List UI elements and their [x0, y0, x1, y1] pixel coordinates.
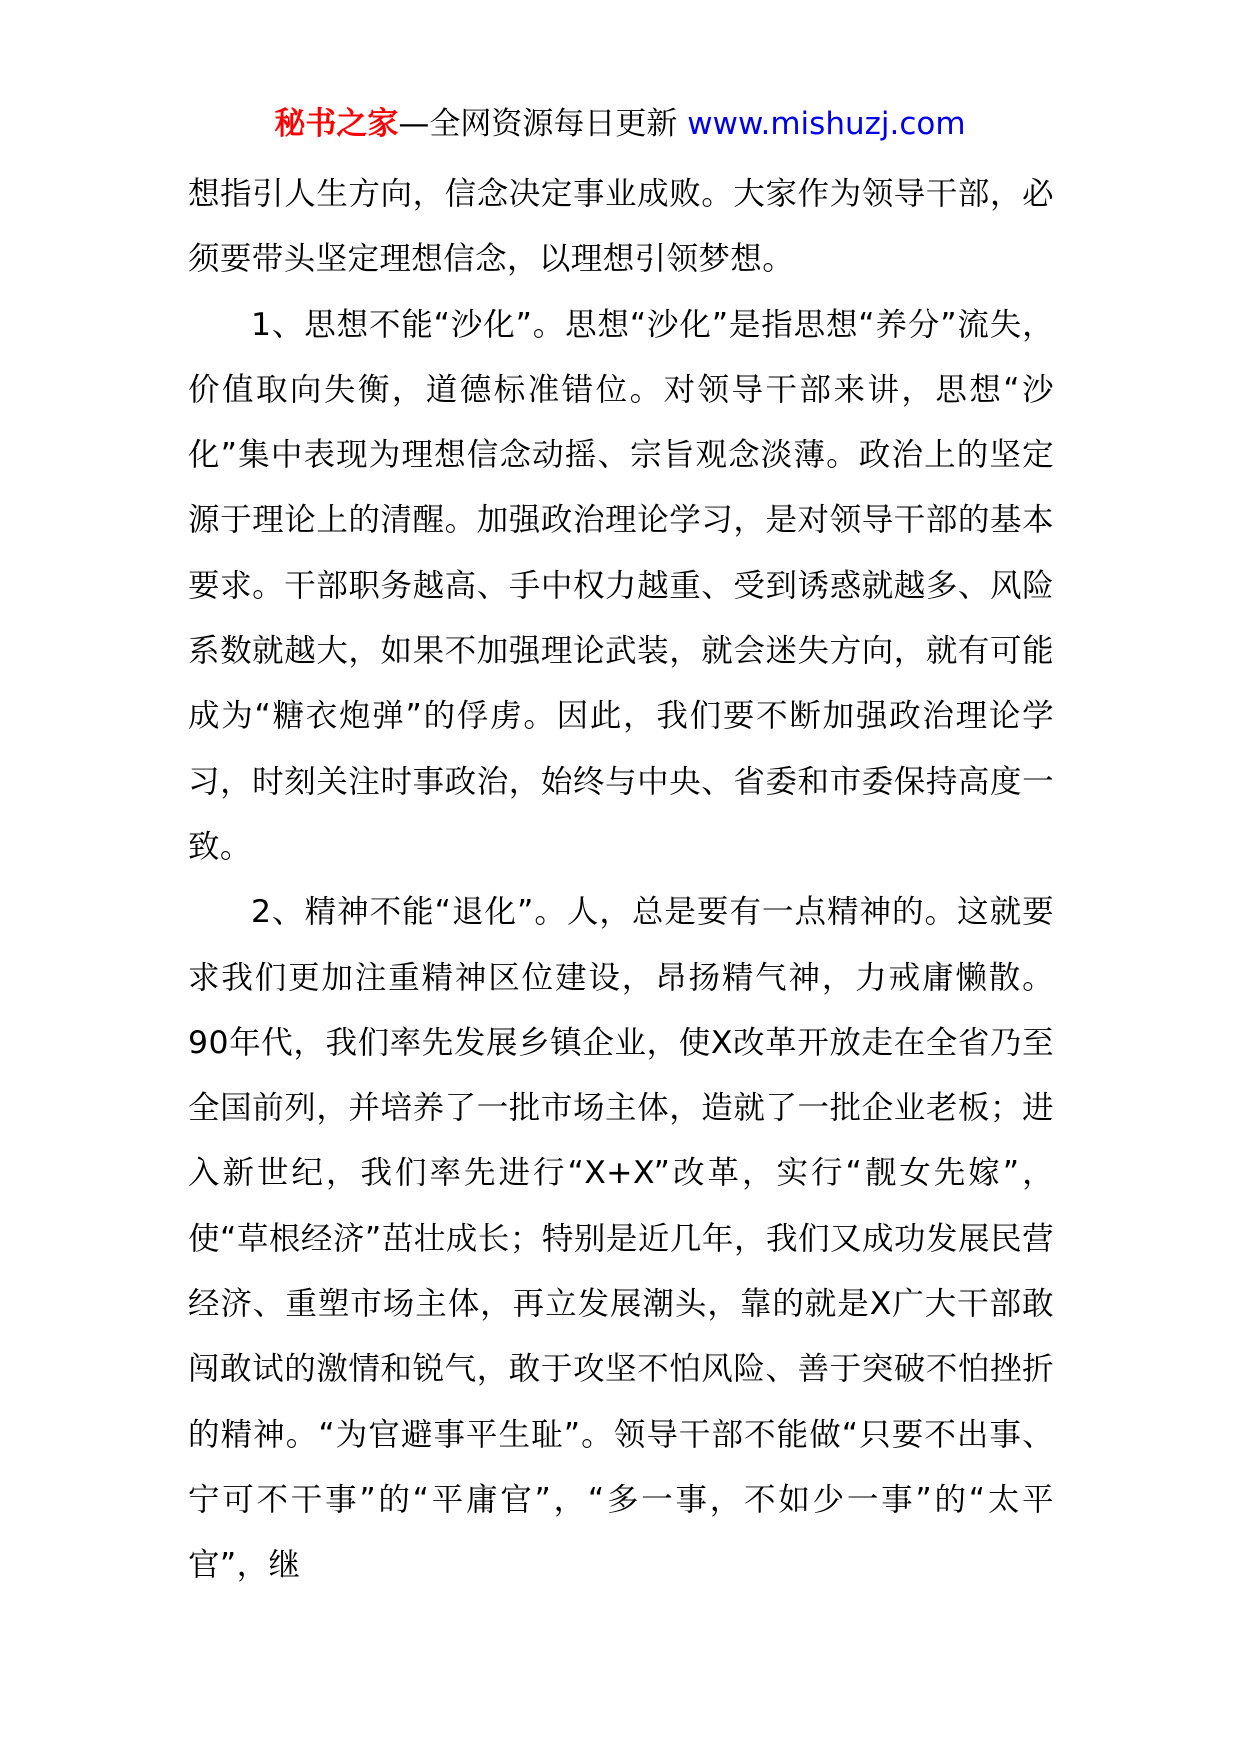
- document-body: [188, 162, 1054, 1599]
- brand-name: 秘书之家: [274, 106, 399, 142]
- page-header: [0, 102, 1240, 146]
- site-url[interactable]: www.mishuzj.com: [687, 106, 966, 142]
- paragraph-spirit: 2、精神不能“退化”。人，总是要有一点精神的。这就要求我们更加注重精神区位建设，昂扬精气神，力戒庸懒散。90年代，我们率先发展乡镇企业，使X改革开放走在全省乃至全国前列，并培养了一批市场主体，造就了一批企业老板；进入新世纪，我们率先进行“X+X”改革，实行“靓女先嫁”，使“草根经济”茁壮成长；特别是近几年，我们又成功发展民营经济、重塑市场主体，再立发展潮头，靠的就是X广大干部敢闯敢试的激情和锐气，敢于攻坚不怕风险、善于突破不怕挫折的精神。“为官避事平生耻”。领导干部不能做“只要不出事、宁可不干事”的“平庸官”，“多一事，不如少一事”的“太平官”，继: [188, 894, 1054, 1584]
- paragraph-continuation: 想指引人生方向，信念决定事业成败。大家作为领导干部，必须要带头坚定理想信念，以理想引领梦想。: [188, 176, 1054, 278]
- header-tagline: —全网资源每日更新: [398, 106, 678, 142]
- paragraph-thought: 1、思想不能“沙化”。思想“沙化”是指思想“养分”流失，价值取向失衡，道德标准错位。对领导干部来讲，思想“沙化”集中表现为理想信念动摇、宗旨观念淡薄。政治上的坚定源于理论上的清醒。加强政治理论学习，是对领导干部的基本要求。干部职务越高、手中权力越重、受到诱惑就越多、风险系数就越大，如果不加强理论武装，就会迷失方向，就有可能成为“糖衣炮弹”的俘虏。因此，我们要不断加强政治理论学习，时刻关注时事政治，始终与中央、省委和市委保持高度一致。: [188, 306, 1054, 865]
